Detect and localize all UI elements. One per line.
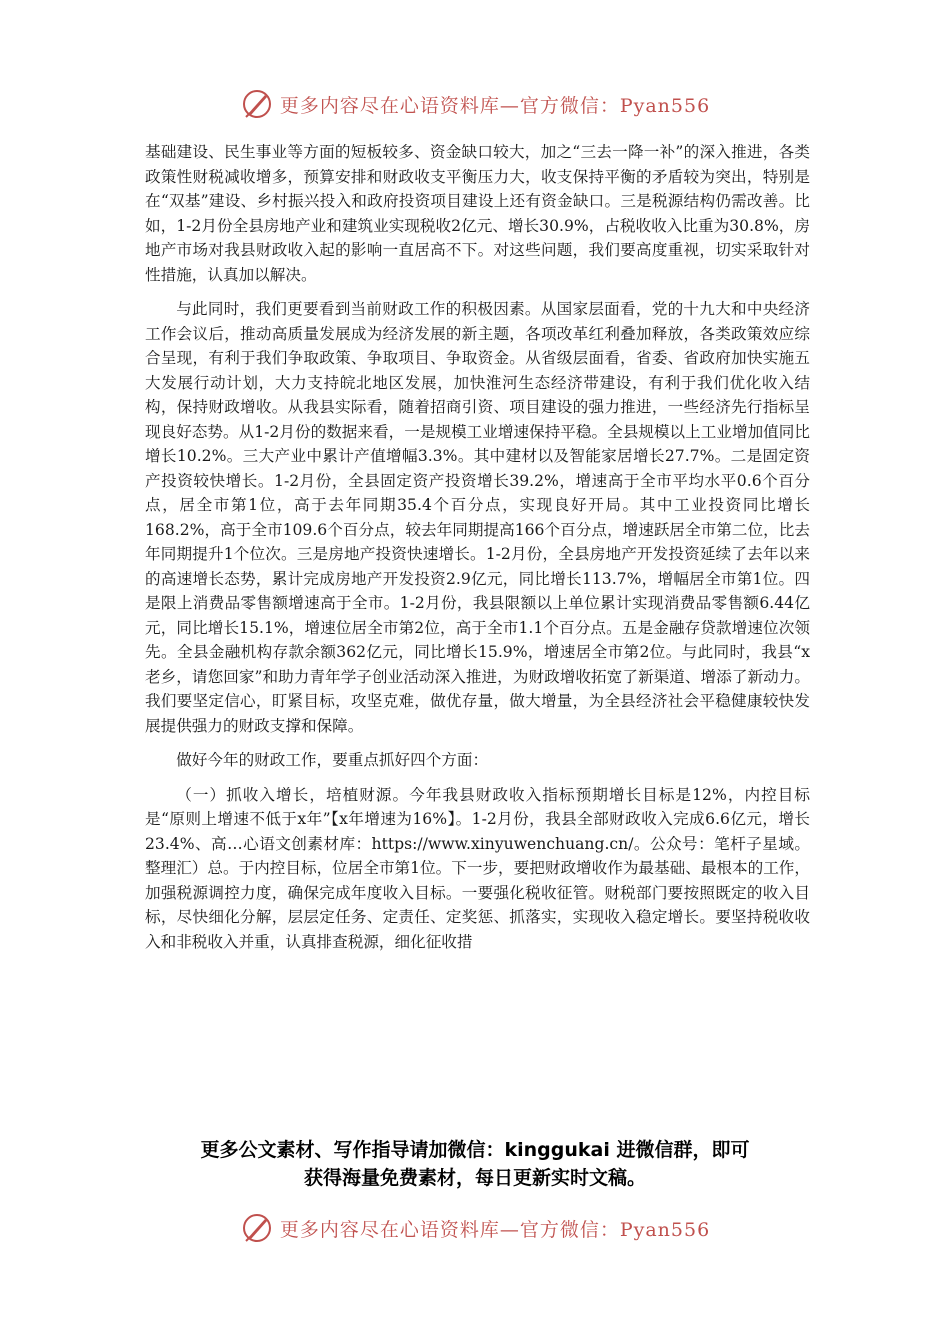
promo-line: 更多公文素材、写作指导请加微信：kinggukai 进微信群，即可	[200, 1139, 750, 1161]
paragraph: 与此同时，我们更要看到当前财政工作的积极因素。从国家层面看，党的十九大和中央经济工作会议后，推动高质量发展成为经济发展的新主题，各项改革红利叠加释放，各类政策效应综合呈现，有利于我们争取政策、争取项目、争取资金。从省级层面看，省委、省政府加快实施五大发展行动计划，大力支持皖北地区发展，加快淮河生态经济带建设，有利于我们优化收入结构，保持财政增收。从我县实际看，随着招商引资、项目建设的强力推进，一些经济先行指标呈现良好态势。从1-2月份的数据来看，一是规模工业增速保持平稳。全县规模以上工业增加值同比增长10.2%。三大产业中累计产值增幅3.3%。其中建材以及智能家居增长27.7%。二是固定资产投资较快增长。1-2月份，全县固定资产投资增长39.2%，增速高于全市平均水平0.6个百分点，居全市第1位，高于去年同期35.4个百分点，实现良好开局。其中工业投资同比增长168.2%，高于全市109.6个百分点，较去年同期提高166个百分点，增速跃居全市第二位，比去年同期提升1个位次。三是房地产投资快速增长。1-2月份，全县房地产开发投资延续了去年以来的高速增长态势，累计完成房地产开发投资2.9亿元，同比增长113.7%，增幅居全市第1位。四是限上消费品零售额增速高于全市。1-2月份，我县限额以上单位累计实现消费品零售额6.44亿元，同比增长15.1%，增速位居全市第2位，高于全市1.1个百分点。五是金融存贷款增速位次领先。全县金融机构存款余额362亿元，同比增长15.9%，增速居全市第2位。与此同时，我县“x老乡，请您回家”和助力青年学子创业活动深入推进，为财政增收拓宽了新渠道、增添了新动力。我们要坚定信心，盯紧目标，攻坚克难，做优存量，做大增量，为全县经济社会平稳健康较快发展提供强力的财政支撑和保障。	[145, 300, 810, 735]
paragraph: 基础建设、民生事业等方面的短板较多、资金缺口较大，加之“三去一降一补”的深入推进，各类政策性财税减收增多，预算安排和财政收支平衡压力大，收支保持平衡的矛盾较为突出，特别是在“双基”建设、乡村振兴投入和政府投资项目建设上还有资金缺口。三是税源结构仍需改善。比如，1-2月份全县房地产业和建筑业实现税收2亿元、增长30.9%，占税收收入比重为30.8%，房地产市场对我县财政收入起的影响一直居高不下。对这些问题，我们要高度重视，切实采取针对性措施，认真加以解决。	[145, 143, 810, 284]
document-body	[145, 140, 810, 964]
footer-banner	[0, 1208, 950, 1248]
paragraph: （一）抓收入增长，培植财源。今年我县财政收入指标预期增长目标是12%，内控目标是“原则上增速不低于x年”【x年增速为16%】。1-2月份，我县全部财政收入完成6.6亿元，增长23.4%、高…心语文创素材库：https://www.xinyuwenchuang.cn/。公众号：笔杆子星域。整理汇）总。于内控目标，位居全市第1位。下一步，要把财政增收作为最基础、最根本的工作，加强税源调控力度，确保完成年度收入目标。一要强化税收征管。财税部门要按照既定的收入目标，尽快细化分解，层层定任务、定责任、定奖惩、抓落实，实现收入稳定增长。要坚持税收收入和非税收入并重，认真排查税源，细化征收措	[145, 785, 810, 951]
header-banner-text: 更多内容尽在心语资料库—官方微信：Pyan556	[279, 94, 711, 117]
promo-notice	[110, 1136, 840, 1192]
quill-pen-icon	[240, 1211, 274, 1245]
promo-line: 获得海量免费素材，每日更新实时文稿。	[303, 1167, 646, 1189]
quill-pen-icon	[240, 87, 274, 121]
footer-banner-text: 更多内容尽在心语资料库—官方微信：Pyan556	[279, 1218, 711, 1241]
header-banner	[0, 84, 950, 124]
paragraph: 做好今年的财政工作，要重点抓好四个方面：	[176, 751, 489, 769]
